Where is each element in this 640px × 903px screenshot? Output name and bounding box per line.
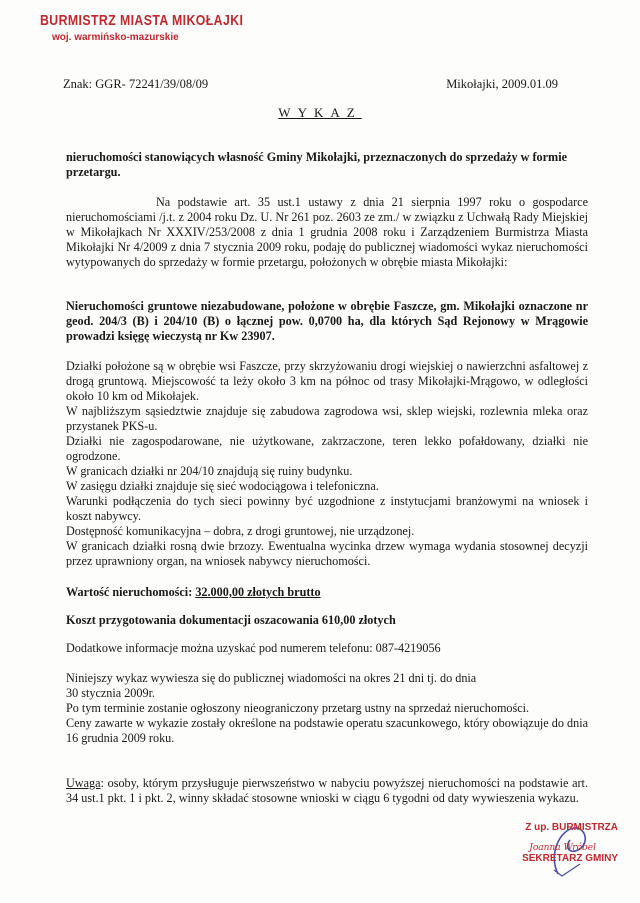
remark-label: Uwaga xyxy=(66,776,101,790)
property-heading: Nieruchomości gruntowe niezabudowane, położone w obrębie Faszcze, gm. Mikołajki oznaczone nr geod. 204/3 (B) i 204/10 (B) o łącznej pow. 0,0700 ha, dla których Sąd Rejonowy w Mrągowie prowadzi księgę wieczystą nr Kw 23907. xyxy=(66,299,588,343)
value-amount: 32.000,00 złotych brutto xyxy=(195,585,321,599)
signature-name: Joanna Wróbel xyxy=(529,843,596,853)
office-stamp xyxy=(40,12,288,43)
place-date: Mikołajki, 2009.01.09 xyxy=(446,77,558,91)
description-line: Działki nie zagospodarowane, nie użytkowane, zakrzaczone, teren lekko pofałdowany, działki nie ogrodzone. xyxy=(66,434,588,463)
notice-line: 30 stycznia 2009r. xyxy=(66,686,156,700)
signature-title: SEKRETARZ GMINY xyxy=(522,853,618,864)
stamp-region: woj. warmińsko-mazurskie xyxy=(52,32,179,43)
cost-line: Koszt przygotowania dokumentacji oszacowania 610,00 złotych xyxy=(66,613,396,627)
value-label: Wartość nieruchomości: xyxy=(66,585,193,599)
description-line: W granicach działki rosną dwie brzozy. Ewentualna wycinka drzew wymaga wydania stosownej decyzji przez uprawniony organ, na wniosek nabywcy nieruchomości. xyxy=(66,539,588,568)
notice-line: Po tym terminie zostanie ogłoszony nieograniczony przetarg ustny na sprzedaż nieruchomości. xyxy=(66,701,530,715)
remark-paragraph xyxy=(66,776,588,806)
description-line: Dostępność komunikacyjna – dobra, z drogi gruntowej, nie urządzonej. xyxy=(66,524,415,538)
description-line: W najbliższym sąsiedztwie znajduje się zabudowa zagrodowa wsi, sklep wiejski, rozlewnia mleka oraz przystanek PKS-u. xyxy=(66,404,588,433)
notice-line: Niniejszy wykaz wywiesza się do publicznej wiadomości na okres 21 dni tj. do dnia xyxy=(66,671,477,685)
signature-block xyxy=(522,822,618,864)
description-line: W zasięgu działki znajduje się sieć wodociągowa i telefoniczna. xyxy=(66,479,379,493)
property-value xyxy=(66,585,588,600)
notice-line: Ceny zawarte w wykazie zostały określone na podstawie operatu szacunkowego, który obowiązuje do dnia 16 grudnia 2009 roku. xyxy=(66,716,588,745)
remark-text: : osoby, którym przysługuje pierwszeństwo w nabyciu powyższej nieruchomości na podstawie art. 34 ust.1 pkt. 1 i pkt. 2, winny składać stosowne wnioski w ciągu 6 tygodni od daty wywieszenia wykazu. xyxy=(66,776,588,805)
description-line: Warunki podłączenia do tych sieci powinny być uzgodnione z instytucjami branżowymi na wniosek i koszt nabywcy. xyxy=(66,494,588,523)
description-line: W granicach działki nr 204/10 znajdują się ruiny budynku. xyxy=(66,464,353,478)
description-line: Działki położone są w obrębie wsi Faszcze, przy skrzyżowaniu drogi wiejskiej o nawierzchni asfaltowej z drogą gruntową. Miejscowość ta leży około 3 km na północ od trasy Mikołajki-Mrągowo, w odległości około 10 km od Mikołajek. xyxy=(66,359,588,403)
reference-number: Znak: GGR- 72241/39/08/09 xyxy=(63,77,209,91)
notice-section xyxy=(66,671,588,746)
property-description xyxy=(66,359,588,569)
stamp-title: BURMISTRZ MIASTA MIKOŁAJKI xyxy=(40,12,244,29)
contact-line: Dodatkowe informacje można uzyskać pod numerem telefonu: 087-4219056 xyxy=(66,641,441,655)
intro-paragraph: Na podstawie art. 35 ust.1 ustawy z dnia 21 sierpnia 1997 roku o gospodarce nieruchomościami /j.t. z 2004 roku Dz. U. Nr 261 poz. 2603 ze zm./ w związku z Uchwałą Rady Miejskiej w Mikołajkach Nr XXXIV/253/2008 z dnia 1 grudnia 2008 roku i Zarządzeniem Burmistrza Miasta Mikołajki Nr 4/2009 z dnia 7 stycznia 2009 roku, podaję do publicznej wiadomości wykaz nieruchomości wytypowanych do sprzedaży w formie przetargu, położonych w obrębie miasta Mikołajki: xyxy=(66,195,588,269)
document-subtitle: nieruchomości stanowiących własność Gminy Mikołajki, przeznaczonych do sprzedaży w formie przetargu. xyxy=(66,150,568,179)
signature-authority: Z up. BURMISTRZA xyxy=(525,822,618,833)
document-title: WYKAZ xyxy=(278,105,362,120)
